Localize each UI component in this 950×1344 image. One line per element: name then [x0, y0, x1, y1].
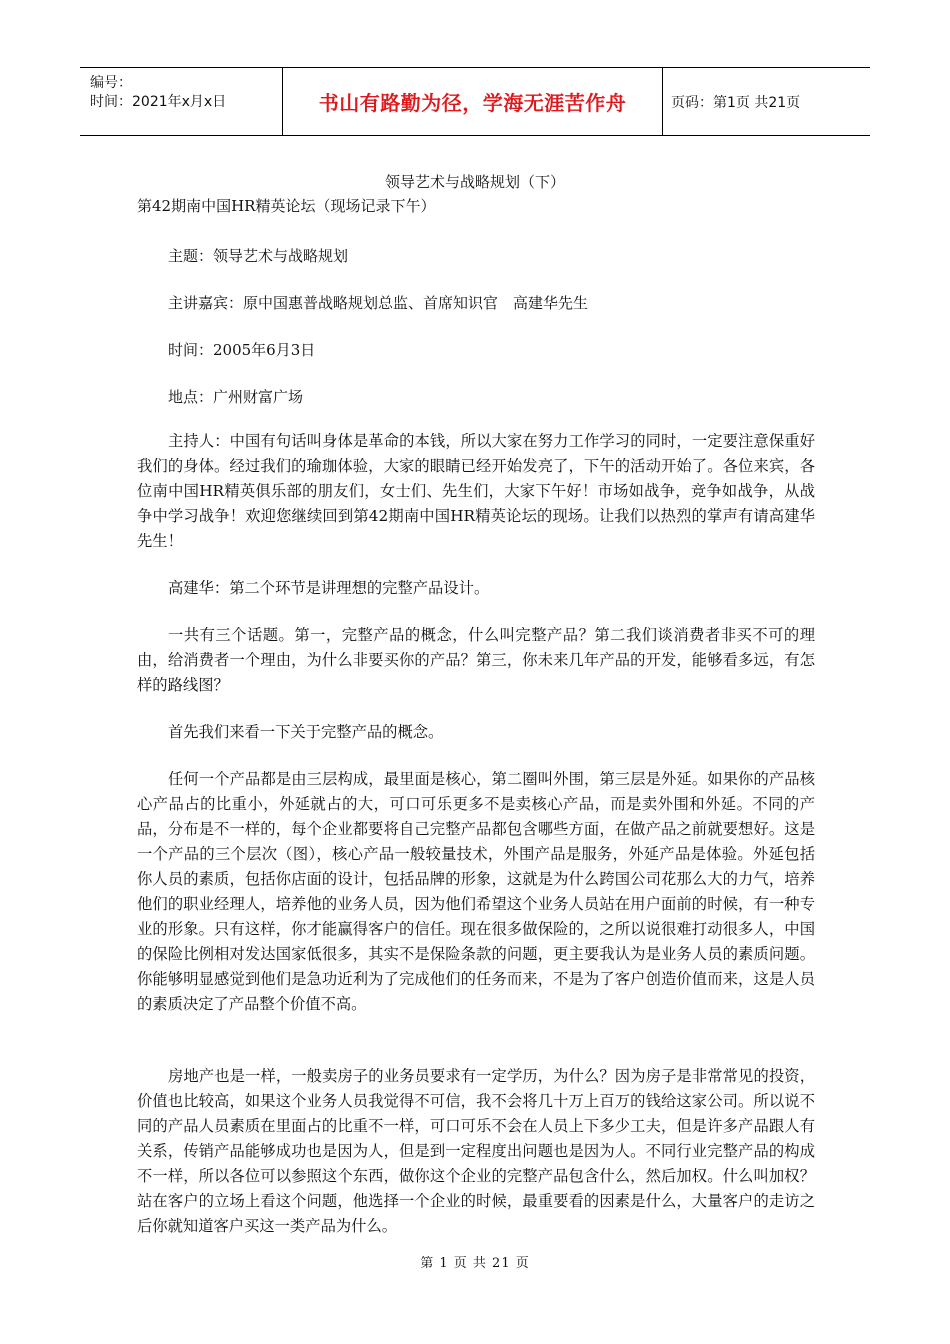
paragraph-speaker-intro: 高建华：第二个环节是讲理想的完整产品设计。: [168, 579, 490, 597]
document-date-label: 时间：2021年x月x日: [90, 94, 227, 110]
header-page-cell: [663, 68, 870, 135]
header-meta-cell: [80, 68, 283, 135]
paragraph-three-layers: 任何一个产品都是由三层构成，最里面是核心，第二圈叫外围，第三层是外延。如果你的产品核心产品占的比重小，外延就占的大，可口可乐更多不是卖核心产品，而是卖外围和外延。不同的产品，分布是不一样的，每个企业都要将自己完整产品都包含哪些方面，在做产品之前就要想好。这是一个产品的三个层次（图），核心产品一般较量技术，外围产品是服务，外延产品是体验。外延包括你人员的素质，包括你店面的设计，包括品牌的形象，这就是为什么跨国公司花那么大的力气，培养他们的职业经理人，培养他的业务人员，因为他们希望这个业务人员站在用户面前的时候，有一种专业的形象。只有这样，你才能赢得客户的信任。现在很多做保险的，之所以说很难打动很多人，中国的保险比例相对发达国家低很多，其实不是保险条款的问题，更主要我认为是业务人员的素质问题。你能够明显感觉到他们是急功近利为了完成他们的任务而来，不是为了客户创造价值而来，这是人员的素质决定了产品整个价值不高。: [137, 770, 815, 1013]
document-title: 领导艺术与战略规划（下）: [384, 173, 565, 191]
paragraph-host-intro: 主持人：中国有句话叫身体是革命的本钱，所以大家在努力工作学习的同时，一定要注意保重好我们的身体。经过我们的瑜珈体验，大家的眼睛已经开始发亮了，下午的活动开始了。各位来宾，各位南中国HR精英俱乐部的朋友们，女士们、先生们，大家下午好！市场如战争，竞争如战争，从战争中学习战争！欢迎您继续回到第42期南中国HR精英论坛的现场。让我们以热烈的掌声有请高建华先生！: [137, 432, 815, 550]
document-header-table: [80, 67, 870, 136]
paragraph-three-topics: 一共有三个话题。第一，完整产品的概念，什么叫完整产品？第二我们谈消费者非买不可的理由，给消费者一个理由，为什么非要买你的产品？第三，你未来几年产品的开发，能够看多远，有怎样的路线图？: [137, 626, 815, 694]
location-line: 地点：广州财富广场: [168, 388, 304, 406]
header-motto-cell: [283, 68, 663, 135]
page-footer: 第 1 页 共 21 页: [420, 1256, 530, 1271]
speaker-line: 主讲嘉宾：原中国惠普战略规划总监、首席知识官 高建华先生: [168, 294, 589, 312]
paragraph-real-estate: 房地产也是一样，一般卖房子的业务员要求有一定学历，为什么？因为房子是非常常见的投资，价值也比较高，如果这个业务人员我觉得不可信，我不会将几十万上百万的钱给这家公司。所以说不同的产品人员素质在里面占的比重不一样，可口可乐不会在人员上下多少工夫，但是许多产品跟人有关系，传销产品能够成功也是因为人，但是到一定程度出问题也是因为人。不同行业完整产品的构成不一样，所以各位可以参照这个东西，做你这个企业的完整产品包含什么，然后加权。什么叫加权？站在客户的立场上看这个问题，他选择一个企业的时候，最重要看的因素是什么，大量客户的走访之后你就知道客户买这一类产品为什么。: [137, 1067, 815, 1235]
header-motto: 书山有路勤为径，学海无涯苦作舟: [318, 91, 627, 115]
topic-line: 主题：领导艺术与战略规划: [168, 247, 349, 265]
document-subtitle: 第42期南中国HR精英论坛（现场记录下午）: [137, 197, 436, 215]
time-line: 时间：2005年6月3日: [168, 341, 316, 359]
paragraph-concept-intro: 首先我们来看一下关于完整产品的概念。: [168, 723, 444, 741]
header-page-info: 页码：第1页 共21页: [671, 94, 801, 111]
document-number-label: 编号：: [90, 75, 132, 91]
